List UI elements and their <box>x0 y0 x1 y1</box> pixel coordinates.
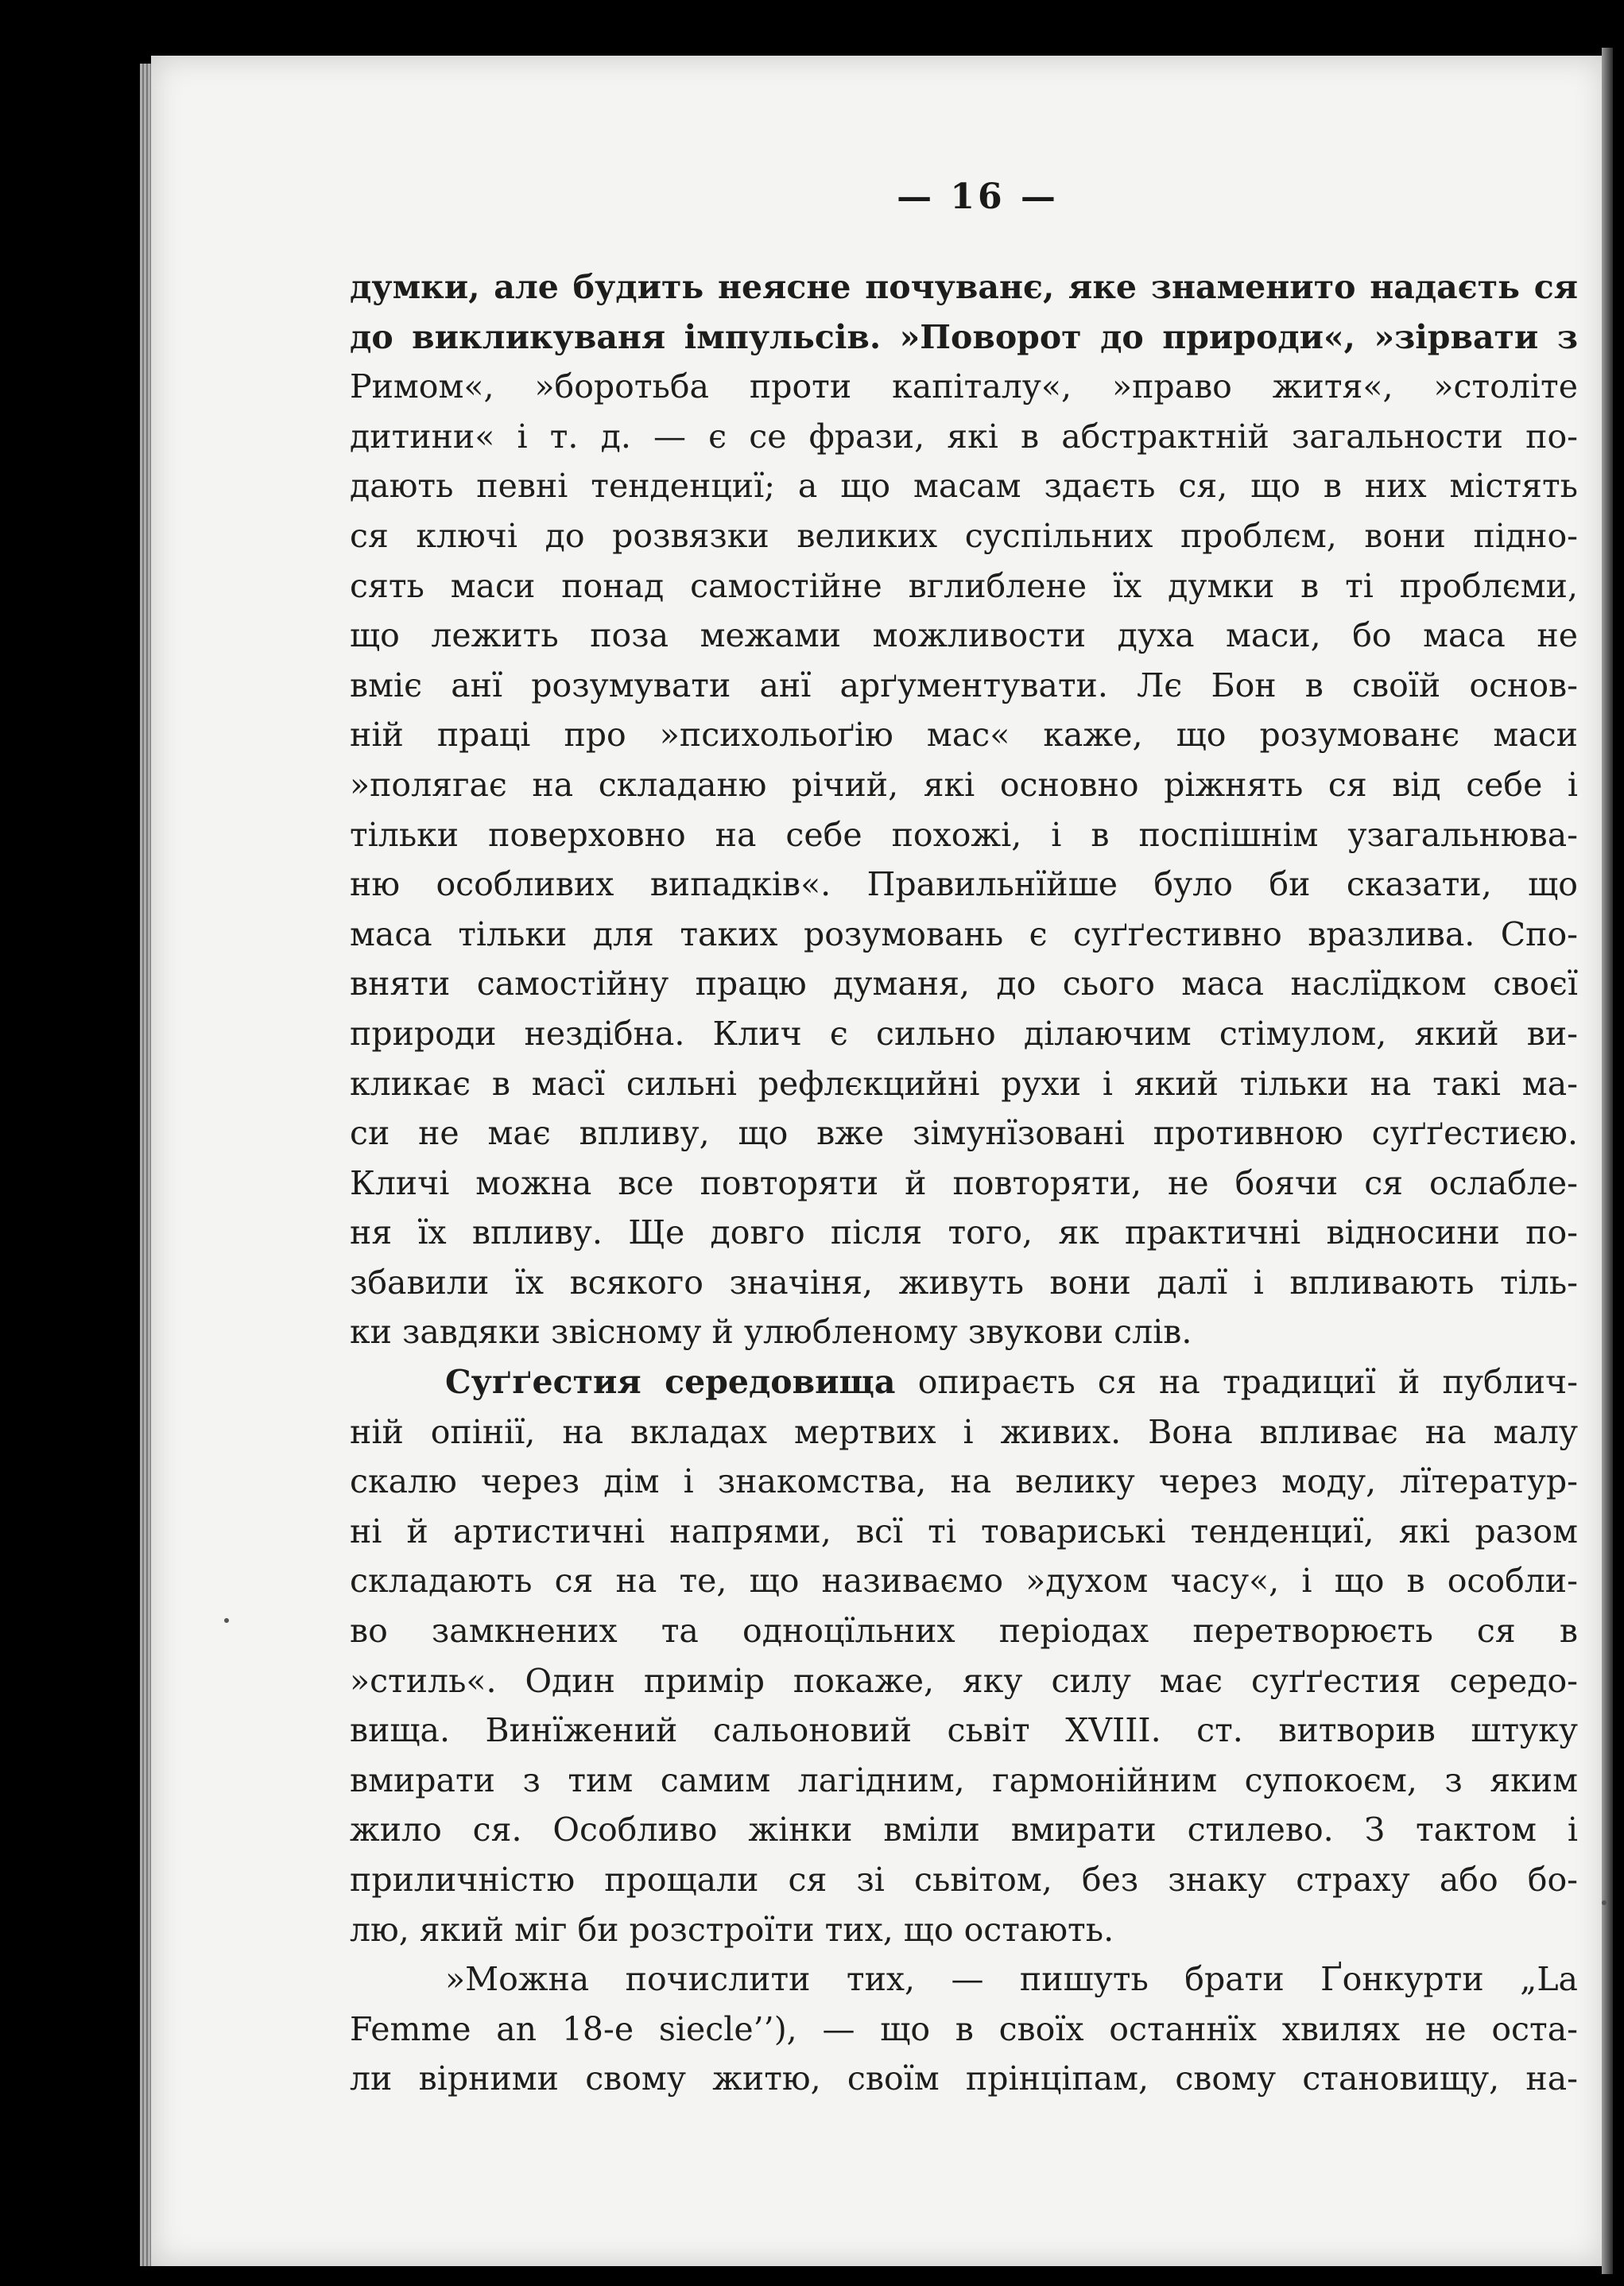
text-line: вища. Винїжений сальоновий сьвіт XVIII. ст. витворив штуку <box>350 1711 1578 1750</box>
text-line: ня їх впливу. Ще довго після того, як практичні відносини по- <box>350 1213 1578 1252</box>
text-line: во замкнених та одноцїльних періодах перетворюєть ся в <box>350 1612 1578 1651</box>
text-line: лю, який міг би розстроїти тих, що остають. <box>350 1910 1114 1949</box>
text-line: ки завдяки звісному й улюбленому звукови слів. <box>350 1313 1192 1352</box>
text-line: вміє анї розумувати анї арґументувати. Лє Бон в своїй основ- <box>350 666 1578 704</box>
text-line: думки, але будить неясне почуванє, яке знаменито надаєть ся <box>350 268 1578 306</box>
text-line: природи нездібна. Клич є сильно ділаючим стімулом, який ви- <box>350 1014 1578 1053</box>
text-line: Femme an 18-e siecle’’), — що в своїх останнїх хвилях не оста- <box>350 2009 1578 2048</box>
text-line: »Можна почислити тих, — пишуть брати Ґонкурти „La <box>445 1960 1578 1999</box>
text-line: вняти самостійну працю думаня, до сього маса наслїдком своєї <box>350 964 1578 1003</box>
page-body-text <box>350 262 1578 2104</box>
text-line: Римом«, »боротьба проти капіталу«, »право житя«, »століте <box>350 367 1578 406</box>
text-line: маса тільки для таких розумовань є суґґестивно вразлива. Спо- <box>350 914 1578 953</box>
text-line: скалю через дім і знакомства, на велику через моду, лїтератур- <box>350 1462 1578 1501</box>
bold-lead-phrase: Суґґестия середовища <box>445 1363 896 1402</box>
text-line: вмирати з тим самим лагідним, гармонійним супокоєм, з яким <box>350 1760 1578 1799</box>
text-line: »стиль«. Один примір покаже, яку силу має суґґестия середо- <box>350 1661 1578 1700</box>
text-line: складають ся на те, що називаємо »духом часу«, і що в особли- <box>350 1562 1578 1601</box>
text-line: кликає в масї сильні рефлєкцийні рухи і який тільки на такі ма- <box>350 1064 1578 1103</box>
text-line: до викликуваня імпульсів. »Поворот до природи«, »зірвати з <box>350 317 1578 356</box>
text-line: ні й артистичні напрями, всї ті товариські тенденциї, які разом <box>350 1512 1578 1551</box>
page-number: — 16 — <box>897 177 1059 217</box>
text-line: що лежить поза межами можливости духа маси, бо маса не <box>350 616 1578 655</box>
text-line: жило ся. Особливо жінки вміли вмирати стилево. З тактом і <box>350 1811 1578 1849</box>
text-line: сять маси понад самостійне вглиблене їх думки в ті проблєми, <box>350 566 1578 605</box>
scan-speck <box>1602 1900 1607 1905</box>
text-line: збавили їх всякого значіня, живуть вони далї і впливають тіль- <box>350 1263 1578 1302</box>
text-line: ся ключі до розвязки великих суспільних проблєм, вони підно- <box>350 516 1578 555</box>
text-line: дають певні тенденциї; а що масам здаєть ся, що в них містять <box>350 467 1578 506</box>
text-line: ню осoбливих випадків«. Правильнїйше було би сказати, що <box>350 865 1578 904</box>
text-line: »полягає на складаню річий, які основно ріжнять ся від себе і <box>350 765 1578 804</box>
page-right-shadow <box>1602 48 1613 2274</box>
text-line: ній праці про »психольоґію мас« каже, що розумованє маси <box>350 716 1578 755</box>
text-line: ній опінії, на вкладах мертвих і живих. Вона впливає на малу <box>350 1412 1578 1451</box>
text-line: ли вірними свому житю, своїм прінціпам, свому становищу, на- <box>350 2059 1578 2098</box>
text-line: приличністю прощали ся зі сьвітом, без знаку страху або бо- <box>350 1861 1578 1899</box>
text-line: Кличі можна все повторяти й повторяти, не боячи ся ослабле- <box>350 1163 1578 1202</box>
scan-speck <box>224 1618 229 1623</box>
text-line-rest: опираєть ся на традициї й публич- <box>917 1363 1578 1402</box>
text-line: си не має впливу, що вже зімунїзовані противною суґґестиєю. <box>350 1114 1578 1153</box>
text-line <box>350 1357 1578 1407</box>
text-line: дитини« і т. д. — є се фрази, які в абстрактній загальности по- <box>350 417 1578 456</box>
text-line: тільки поверховно на себе похожі, і в поспішнім узагальнюва- <box>350 815 1578 854</box>
